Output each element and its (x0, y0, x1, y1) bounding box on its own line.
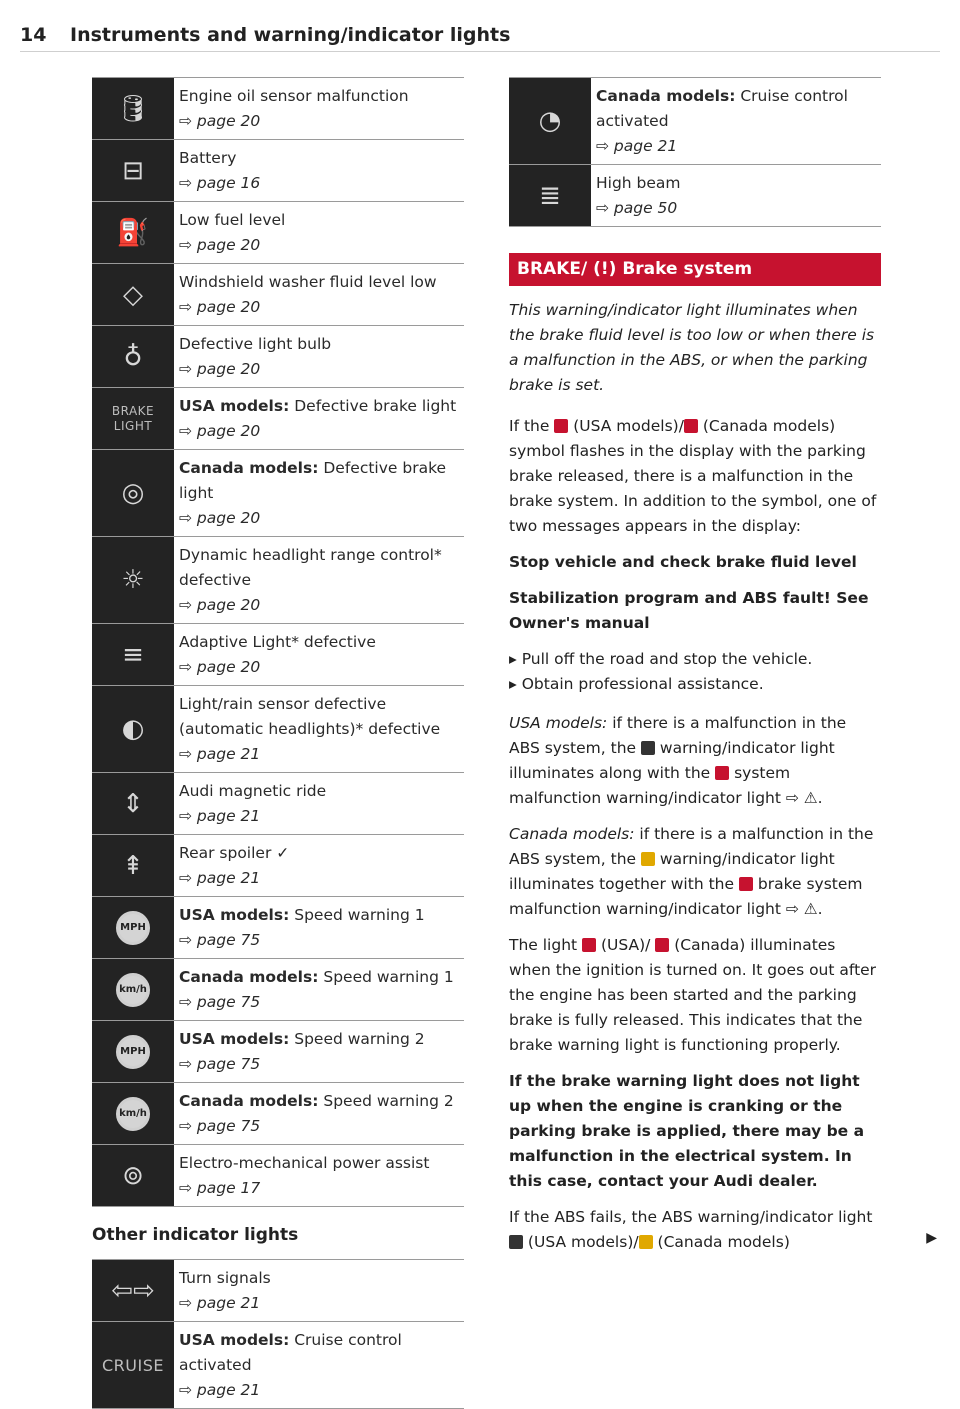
indicator-description (174, 624, 464, 685)
headlight-range-icon (92, 537, 174, 623)
table-row (92, 449, 464, 536)
arrow-right-icon: ⇨ (179, 174, 197, 192)
page-reference-link[interactable]: page 75 (196, 1117, 261, 1135)
indicator-label: Light/rain sensor defective (automatic headlights)* defective (179, 695, 441, 738)
table-row (92, 1082, 464, 1144)
action-list (509, 647, 881, 697)
indicator-label: High beam (596, 174, 681, 192)
indicator-label: Audi magnetic ride (179, 782, 327, 800)
indicator-label: Speed warning 1 (289, 906, 425, 924)
arrow-right-icon: ⇨ (179, 1055, 197, 1073)
page-title: Instruments and warning/indicator lights (70, 24, 511, 46)
table-row (92, 685, 464, 772)
other-indicator-table (92, 1259, 464, 1409)
abs-usa-symbol-icon (509, 1235, 523, 1249)
table-row (92, 896, 464, 958)
page-reference-link[interactable]: page 75 (196, 931, 261, 949)
oil-sensor-icon (92, 78, 174, 139)
icon-glyph: ⇦⇨ (111, 1275, 155, 1306)
indicator-label: Engine oil sensor malfunction (179, 87, 409, 105)
abs-fail-paragraph: If the ABS fails, the ABS warning/indicator light (USA models)/ (Canada models) ▶ (509, 1208, 937, 1251)
indicator-label: Defective light bulb (179, 335, 332, 353)
indicator-label: Turn signals (179, 1269, 271, 1287)
brake-light-icon (92, 388, 174, 449)
icon-glyph: ◇ (123, 279, 143, 310)
arrow-right-icon: ⇨ (179, 422, 197, 440)
right-column (509, 77, 937, 1266)
table-row (92, 201, 464, 263)
table-row (92, 1020, 464, 1082)
page-reference-link[interactable]: page 21 (196, 1381, 261, 1399)
model-label: USA models: (179, 397, 290, 415)
indicator-description (174, 537, 464, 623)
table-row (92, 1321, 464, 1409)
arrow-right-icon: ⇨ (179, 509, 197, 527)
message-abs-fault: Stabilization program and ABS fault! See Owner's manual (509, 589, 869, 632)
model-label: Canada models: (596, 87, 736, 105)
other-indicators-heading: Other indicator lights (92, 1225, 299, 1245)
page-reference-link[interactable]: page 20 (196, 298, 261, 316)
table-row (92, 139, 464, 201)
indicator-label: Low fuel level (179, 211, 286, 229)
icon-glyph: ◔ (538, 106, 562, 136)
page-number: 14 (20, 24, 47, 46)
arrow-right-icon: ⇨ (179, 993, 197, 1011)
message-check-brake-fluid: Stop vehicle and check brake fluid level (509, 553, 857, 571)
high-beam-icon (509, 165, 591, 226)
indicator-description (591, 78, 881, 164)
table-row (92, 1259, 464, 1321)
indicator-description (174, 78, 464, 139)
indicator-label: Battery (179, 149, 237, 167)
page-reference-link[interactable]: page 20 (196, 360, 261, 378)
arrow-right-icon: ⇨ (179, 1294, 197, 1312)
arrow-right-icon: ⇨ (179, 869, 197, 887)
indicator-description (591, 165, 881, 226)
rear-spoiler-icon (92, 835, 174, 896)
rain-sensor-icon (92, 686, 174, 772)
indicator-description (174, 1322, 464, 1408)
speed-warning-mph-2-icon (92, 1021, 174, 1082)
icon-caption: CRUISE (102, 1355, 164, 1375)
arrow-right-icon: ⇨ (179, 1179, 197, 1197)
indicator-label: Speed warning 1 (318, 968, 454, 986)
icon-glyph: ⇕ (122, 788, 144, 819)
icon-badge: MPH (116, 911, 150, 945)
cruise-gauge-icon (509, 78, 591, 164)
list-item: ▸ Obtain professional assistance. (509, 675, 764, 693)
page-reference-link[interactable]: page 75 (196, 993, 261, 1011)
page-reference-link[interactable]: page 20 (196, 658, 261, 676)
indicator-table-continued (509, 77, 881, 227)
indicator-label: Windshield washer fluid level low (179, 273, 437, 291)
table-row (92, 387, 464, 449)
table-row (92, 958, 464, 1020)
arrow-right-icon: ⇨ (179, 1381, 197, 1399)
brake-intro: This warning/indicator light illuminates when the brake fluid level is too low or when there is a malfunction in the ABS, or when the parking brake is set. (509, 301, 875, 394)
indicator-label: Adaptive Light* defective (179, 633, 376, 651)
page-reference-link[interactable]: page 20 (196, 509, 261, 527)
brake-canada-symbol-icon (684, 419, 698, 433)
icon-glyph: ◎ (121, 478, 145, 508)
dealer-warning: If the brake warning light does not light up when the engine is cranking or the parking brake is applied, there may be a malfunction in the electrical system. In this case, contact your Audi dealer. (509, 1072, 865, 1190)
indicator-description (174, 1021, 464, 1082)
indicator-description (174, 264, 464, 325)
icon-badge: MPH (116, 1035, 150, 1069)
table-row (509, 164, 881, 227)
indicator-description (174, 140, 464, 201)
power-steering-icon (92, 1145, 174, 1206)
washer-fluid-icon (92, 264, 174, 325)
indicator-description (174, 202, 464, 263)
indicator-description (174, 686, 464, 772)
arrow-right-icon: ⇨ (179, 807, 197, 825)
usa-abs-paragraph: USA models: if there is a malfunction in the ABS system, the warning/indicator light illuminates along with the system malfunction warning/indicator light ⇨ ⚠. (509, 714, 847, 807)
indicator-description (174, 897, 464, 958)
brake-canada-symbol-icon (655, 938, 669, 952)
page-reference-link[interactable]: page 16 (196, 174, 261, 192)
indicator-description (174, 388, 464, 449)
indicator-table (92, 77, 464, 1207)
brake-usa-symbol-icon (554, 419, 568, 433)
brake-canada-symbol-icon (739, 877, 753, 891)
indicator-description (174, 450, 464, 536)
arrow-right-icon: ⇨ (179, 112, 197, 130)
speed-warning-mph-icon (92, 897, 174, 958)
page-reference-link[interactable]: page 75 (196, 1055, 261, 1073)
icon-glyph: ☼ (121, 565, 145, 595)
magnetic-ride-icon (92, 773, 174, 834)
icon-badge: km/h (116, 1097, 150, 1131)
icon-glyph: ⊟ (122, 155, 144, 186)
indicator-description (174, 835, 464, 896)
arrow-right-icon: ⇨ (179, 236, 197, 254)
brake-light-bulb-icon (92, 450, 174, 536)
table-row (92, 772, 464, 834)
turn-signals-icon (92, 1260, 174, 1321)
table-row (92, 834, 464, 896)
fuel-pump-icon (92, 202, 174, 263)
table-row (92, 1144, 464, 1207)
indicator-description (174, 326, 464, 387)
indicator-description (174, 959, 464, 1020)
indicator-label: Speed warning 2 (289, 1030, 425, 1048)
continue-arrow-icon: ▶ (926, 1230, 937, 1246)
abs-canada-symbol-icon (641, 852, 655, 866)
indicator-description (174, 1260, 464, 1321)
indicator-label: Dynamic headlight range control* defective (179, 546, 442, 589)
table-row (92, 77, 464, 139)
icon-caption: BRAKE LIGHT (111, 403, 155, 433)
arrow-right-icon: ⇨ (179, 298, 197, 316)
indicator-description (174, 1145, 464, 1206)
speed-warning-kmh-icon (92, 959, 174, 1020)
page-reference-link[interactable]: page 50 (613, 199, 678, 217)
left-column (92, 77, 464, 1409)
indicator-label: Defective brake light (289, 397, 457, 415)
indicator-description (174, 773, 464, 834)
abs-canada-symbol-icon (639, 1235, 653, 1249)
indicator-label: Defective brake light (179, 459, 447, 502)
adaptive-light-icon (92, 624, 174, 685)
model-label: Canada models: (179, 968, 319, 986)
icon-glyph: ♁ (123, 341, 143, 372)
table-row (92, 536, 464, 623)
icon-glyph: ≡ (122, 639, 144, 670)
brake-flash-paragraph: If the (USA models)/ (Canada models) symbol flashes in the display with the parking brake released, there is a malfunction in the brake system. In addition to the symbol, one of two messages appears in the display: (509, 417, 877, 535)
model-label: USA models: (179, 1030, 290, 1048)
brake-usa-symbol-icon (582, 938, 596, 952)
table-row (92, 623, 464, 685)
speed-warning-kmh-2-icon (92, 1083, 174, 1144)
icon-badge: km/h (116, 973, 150, 1007)
model-label: Canada models: (179, 1092, 319, 1110)
icon-glyph: ≣ (539, 180, 561, 211)
icon-glyph: 🛢 (116, 93, 150, 124)
icon-glyph: ⇞ (122, 850, 144, 881)
light-check-paragraph: The light (USA)/ (Canada) illuminates when the ignition is turned on. It goes out after the engine has been started and the parking brake is fully released. This indicates that the brake warning light is functioning properly. (509, 936, 877, 1054)
abs-usa-symbol-icon (641, 741, 655, 755)
page-reference-link[interactable]: page 20 (196, 596, 261, 614)
table-row (92, 325, 464, 387)
arrow-right-icon: ⇨ (179, 931, 197, 949)
model-label: USA models: (179, 1331, 290, 1349)
icon-glyph: ⊚ (122, 1160, 144, 1191)
page-reference-link[interactable]: page 21 (613, 137, 678, 155)
page-reference-link[interactable]: page 20 (196, 422, 261, 440)
arrow-right-icon: ⇨ (179, 745, 197, 763)
brake-usa-symbol-icon (715, 766, 729, 780)
page-reference-link[interactable]: page 17 (196, 1179, 261, 1197)
page-reference-link[interactable]: page 21 (196, 745, 261, 763)
arrow-right-icon: ⇨ (179, 1117, 197, 1135)
table-row (92, 263, 464, 325)
page-reference-link[interactable]: page 21 (196, 869, 261, 887)
arrow-right-icon: ⇨ (596, 137, 614, 155)
indicator-label: Cruise control activated (596, 87, 848, 130)
indicator-label: Speed warning 2 (318, 1092, 454, 1110)
table-row (509, 77, 881, 164)
canada-abs-paragraph: Canada models: if there is a malfunction in the ABS system, the warning/indicator light illuminates together with the brake system malfunction warning/indicator light ⇨ ⚠. (509, 825, 874, 918)
bulb-icon (92, 326, 174, 387)
page-reference-link[interactable]: page 20 (196, 236, 261, 254)
indicator-label: Electro-mechanical power assist (179, 1154, 430, 1172)
battery-icon (92, 140, 174, 201)
indicator-label: Rear spoiler ✓ (179, 844, 290, 862)
indicator-label: Cruise control activated (179, 1331, 402, 1374)
model-label: USA models: (179, 906, 290, 924)
brake-system-banner: BRAKE/ (!) Brake system (509, 253, 881, 286)
page-reference-link[interactable]: page 21 (196, 807, 261, 825)
arrow-right-icon: ⇨ (179, 658, 197, 676)
arrow-right-icon: ⇨ (179, 596, 197, 614)
page-reference-link[interactable]: page 20 (196, 112, 261, 130)
page-reference-link[interactable]: page 21 (196, 1294, 261, 1312)
icon-glyph: ⛽ (116, 217, 150, 248)
list-item: ▸ Pull off the road and stop the vehicle. (509, 650, 813, 668)
cruise-icon (92, 1322, 174, 1408)
model-label: Canada models: (179, 459, 319, 477)
page-header (20, 22, 940, 52)
arrow-right-icon: ⇨ (596, 199, 614, 217)
arrow-right-icon: ⇨ (179, 360, 197, 378)
icon-glyph: ◐ (121, 714, 145, 744)
indicator-description (174, 1083, 464, 1144)
